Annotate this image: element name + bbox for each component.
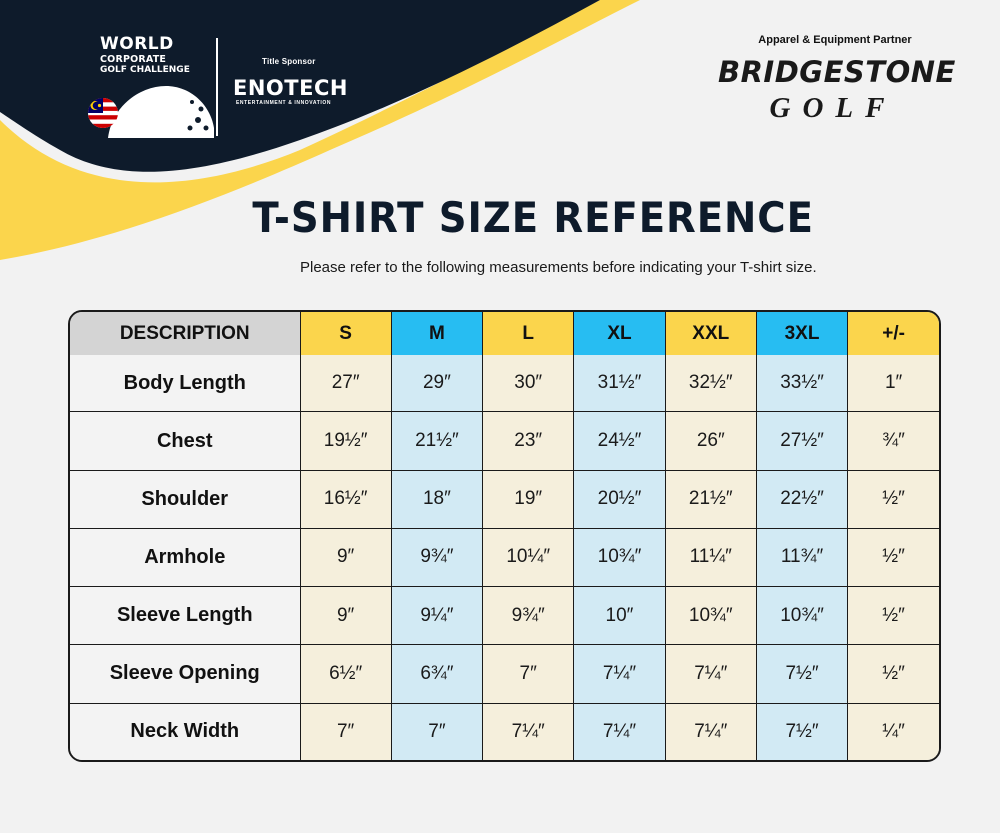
table-cell: 10¾″ — [665, 587, 756, 645]
header-size-xxl: XXL — [665, 312, 756, 355]
table-cell: 7¼″ — [574, 703, 665, 760]
table-cell: 21½″ — [391, 412, 482, 470]
partner-label: Apparel & Equipment Partner — [758, 34, 912, 46]
table-cell: 16½″ — [300, 470, 391, 528]
page-subtitle: Please refer to the following measurements before indicating your T-shirt size. — [300, 259, 817, 276]
table-cell: 22½″ — [756, 470, 847, 528]
row-label: Neck Width — [70, 703, 300, 760]
table-cell: 26″ — [665, 412, 756, 470]
enotech-logo: ENOTECH — [233, 76, 348, 100]
table-row — [70, 355, 939, 412]
header-description: DESCRIPTION — [70, 312, 300, 355]
table-cell: 7¼″ — [483, 703, 574, 760]
table-row — [70, 470, 939, 528]
row-label: Body Length — [70, 355, 300, 412]
row-label: Chest — [70, 412, 300, 470]
table-cell: 29″ — [391, 355, 482, 412]
page-title: T-SHIRT SIZE REFERENCE — [252, 193, 814, 242]
table-cell: 20½″ — [574, 470, 665, 528]
bridgestone-logo: BRIDGESTONE — [718, 55, 956, 89]
table-cell: 7¼″ — [665, 645, 756, 703]
table-body — [70, 355, 939, 760]
table-cell: 7½″ — [756, 645, 847, 703]
table-cell: 11¾″ — [756, 528, 847, 586]
table-cell: 9″ — [300, 587, 391, 645]
row-label: Sleeve Opening — [70, 645, 300, 703]
event-title-line1: WORLD — [100, 34, 174, 54]
table-cell: 9¼″ — [391, 587, 482, 645]
table-cell: 9¾″ — [483, 587, 574, 645]
table-cell: 7″ — [391, 703, 482, 760]
table-cell: 30″ — [483, 355, 574, 412]
table-row — [70, 703, 939, 760]
table-cell: ¼″ — [848, 703, 939, 760]
table-cell: 32½″ — [665, 355, 756, 412]
title-sponsor-label: Title Sponsor — [262, 57, 316, 66]
table-cell: 19½″ — [300, 412, 391, 470]
header-size-m: M — [391, 312, 482, 355]
row-label: Shoulder — [70, 470, 300, 528]
size-table-grid — [70, 312, 939, 760]
table-row — [70, 412, 939, 470]
table-cell: 10¾″ — [574, 528, 665, 586]
header-size-3xl: 3XL — [756, 312, 847, 355]
table-cell: 9¾″ — [391, 528, 482, 586]
header-size-s: S — [300, 312, 391, 355]
table-row — [70, 587, 939, 645]
table-cell: 9″ — [300, 528, 391, 586]
table-cell: 7¼″ — [574, 645, 665, 703]
table-cell: 31½″ — [574, 355, 665, 412]
table-cell: 23″ — [483, 412, 574, 470]
table-cell: 7½″ — [756, 703, 847, 760]
header-tolerance: +/- — [848, 312, 939, 355]
table-cell: 11¼″ — [665, 528, 756, 586]
table-cell: 6¾″ — [391, 645, 482, 703]
event-title-line2: CORPORATE — [100, 54, 167, 65]
table-cell: ½″ — [848, 645, 939, 703]
table-row — [70, 645, 939, 703]
table-header-row — [70, 312, 939, 355]
table-cell: ½″ — [848, 528, 939, 586]
header-size-xl: XL — [574, 312, 665, 355]
enotech-tagline: ENTERTAINMENT & INNOVATION — [236, 100, 332, 106]
table-cell: 7¼″ — [665, 703, 756, 760]
table-cell: 24½″ — [574, 412, 665, 470]
event-title — [100, 36, 190, 75]
row-label: Armhole — [70, 528, 300, 586]
table-cell: 21½″ — [665, 470, 756, 528]
table-cell: 10¾″ — [756, 587, 847, 645]
malaysia-flag-icon — [88, 98, 118, 128]
event-logo — [88, 36, 213, 136]
table-cell: 10¼″ — [483, 528, 574, 586]
row-label: Sleeve Length — [70, 587, 300, 645]
golf-ball-icon — [106, 82, 216, 138]
table-cell: 7″ — [300, 703, 391, 760]
header-size-l: L — [483, 312, 574, 355]
table-cell: 27″ — [300, 355, 391, 412]
event-title-line3: GOLF CHALLENGE — [100, 64, 190, 75]
header-divider — [216, 38, 218, 136]
table-cell: 7″ — [483, 645, 574, 703]
table-cell: 10″ — [574, 587, 665, 645]
table-row — [70, 528, 939, 586]
table-cell: ½″ — [848, 470, 939, 528]
table-cell: ¾″ — [848, 412, 939, 470]
table-cell: ½″ — [848, 587, 939, 645]
table-cell: 19″ — [483, 470, 574, 528]
table-cell: 1″ — [848, 355, 939, 412]
size-table — [68, 310, 941, 762]
bridgestone-golf-word: GOLF — [769, 92, 897, 124]
table-cell: 18″ — [391, 470, 482, 528]
table-cell: 6½″ — [300, 645, 391, 703]
table-cell: 33½″ — [756, 355, 847, 412]
table-cell: 27½″ — [756, 412, 847, 470]
